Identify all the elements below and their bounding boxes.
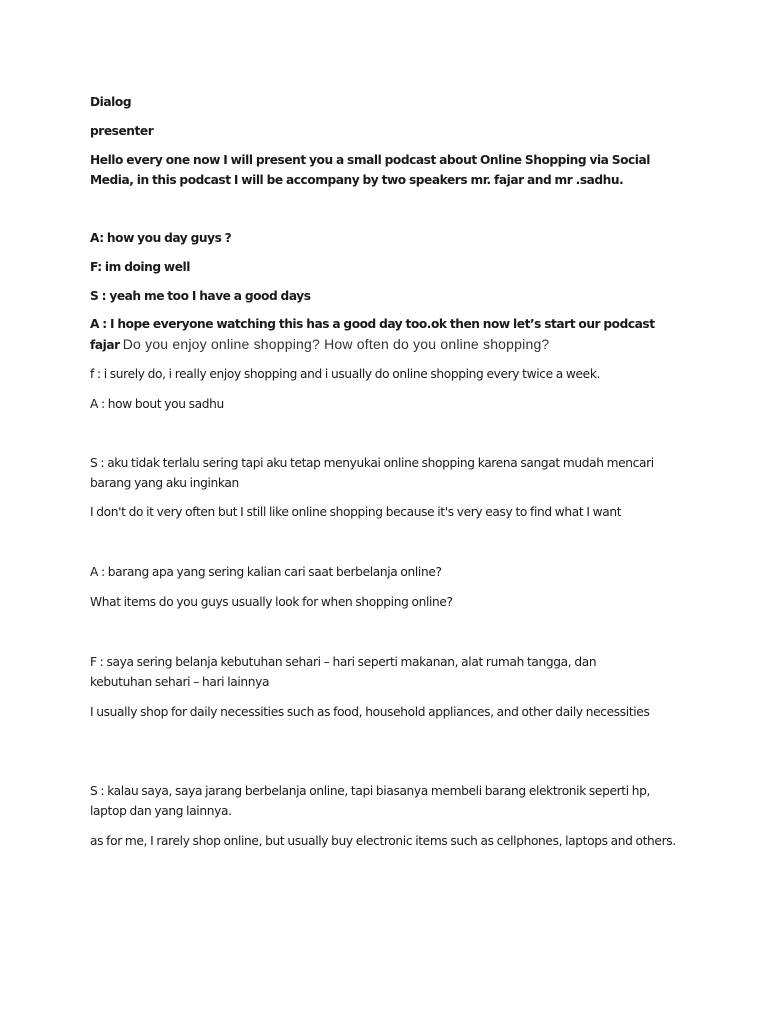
line-f-reply: F: im doing well bbox=[90, 260, 190, 274]
line-a-start-question: Do you enjoy online shopping? How often do you online shopping? bbox=[122, 336, 550, 352]
presenter-label: presenter bbox=[90, 124, 154, 138]
line-s-answer-id: S : aku tidak terlalu sering tapi aku tetap menyukai online shopping karena sangat mudah mencari barang yang aku inginkan bbox=[90, 456, 654, 490]
line-f-answer: f : i surely do, i really enjoy shopping and i usually do online shopping every twice a week. bbox=[90, 367, 601, 381]
line-f-answer-id: F : saya sering belanja kebutuhan sehari – hari seperti makanan, alat rumah tangga, dan kebutuhan sehari – hari lainnya bbox=[90, 655, 597, 689]
line-s-answer2-id: S : kalau saya, saya jarang berbelanja online, tapi biasanya membeli barang elektronik seperti hp, laptop dan yang lainnya. bbox=[90, 784, 651, 818]
line-a-greeting: A: how you day guys ? bbox=[90, 231, 232, 245]
intro-paragraph: Hello every one now I will present you a small podcast about Online Shopping via Social Media, in this podcast I will be accompany by two speakers mr. fajar and mr .sadhu. bbox=[90, 153, 651, 187]
line-s-reply: S : yeah me too I have a good days bbox=[90, 289, 311, 303]
line-s-answer2-en: as for me, I rarely shop online, but usually buy electronic items such as cellphones, laptops and others. bbox=[90, 834, 676, 848]
line-a-question-en: What items do you guys usually look for when shopping online? bbox=[90, 595, 453, 609]
line-a-start-podcast bbox=[90, 314, 680, 355]
dialog-heading: Dialog bbox=[90, 95, 132, 109]
line-a-ask-sadhu: A : how bout you sadhu bbox=[90, 397, 224, 411]
line-a-start-bold: A : I hope everyone watching this has a good day too.ok then now let’s start our podcast fajar bbox=[90, 317, 655, 352]
line-f-answer-en: I usually shop for daily necessities such as food, household appliances, and other daily necessities bbox=[90, 705, 650, 719]
line-a-question-id: A : barang apa yang sering kalian cari saat berbelanja online? bbox=[90, 565, 442, 579]
line-s-answer-en: I don't do it very often but I still like online shopping because it's very easy to find what I want bbox=[90, 505, 622, 519]
